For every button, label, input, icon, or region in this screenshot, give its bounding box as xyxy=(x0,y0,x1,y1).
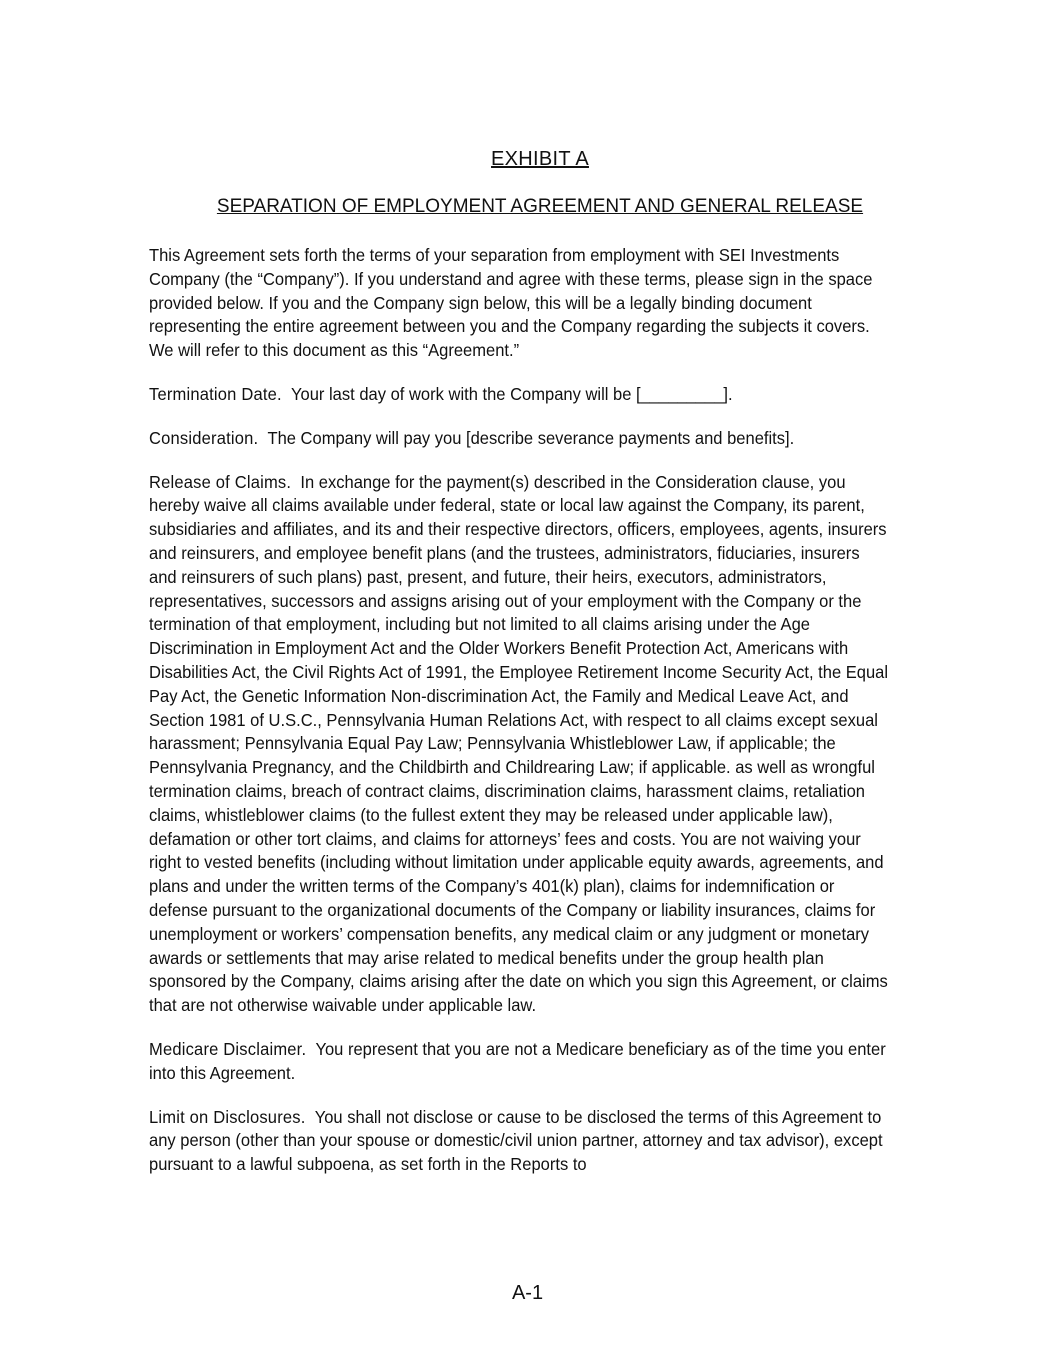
exhibit-title: EXHIBIT A xyxy=(491,148,589,170)
section-heading: Limit on Disclosures. xyxy=(149,1106,306,1127)
agreement-title: SEPARATION OF EMPLOYMENT AGREEMENT AND GENERAL RELEASE xyxy=(216,196,864,217)
document-body xyxy=(149,244,892,1197)
section-heading: Release of Claims. xyxy=(149,471,292,492)
section-text: The Company will pay you [describe severance payments and benefits]. xyxy=(267,427,795,448)
section-text: You shall not disclose or cause to be disclosed the terms of this Agreement to any person (other than your spouse or domestic/civil union partner, attorney and tax advisor), except pursuant to a lawful subpoena, as set forth in the Reports to xyxy=(149,1106,883,1175)
section-text: Your last day of work with the Company will be [_________]. xyxy=(290,383,733,404)
section-heading: Consideration. xyxy=(149,427,259,448)
limit-on-disclosures-section xyxy=(149,1106,892,1177)
termination-date-section xyxy=(149,383,892,407)
section-text: In exchange for the payment(s) described in the Consideration clause, you hereby waive all claims available under federal, state or local law against the Company, its parent, subsidiaries and affiliates, and its and their respective directors, officers, employees, agents, insurers and reinsurers, and employee benefit plans (and the trustees, administrators, fiduciaries, insurers and reinsurers of such plans) past, present, and future, their heirs, executors, administrators, representatives, successors and assigns arising out of your employment with the Company or the termination of that employment, including but not limited to all claims arising under the Age Discrimination in Employment Act and the Older Workers Benefit Protection Act, Americans with Disabilities Act, the Civil Rights Act of 1991, the Employee Retirement Income Security Act, the Equal Pay Act, the Genetic Information Non-discrimination Act, the Family and Medical Leave Act, and Section 1981 of U.S.C., Pennsylvania Human Relations Act, with respect to all claims except sexual harassment; Pennsylvania Equal Pay Law; Pennsylvania Whistleblower Law, if applicable; the Pennsylvania Pregnancy, and the Childbirth and Childrearing Law; if applicable. as well as wrongful termination claims, breach of contract claims, discrimination claims, harassment claims, retaliation claims, whistleblower claims (to the fullest extent they may be released under applicable law), defamation or other tort claims, and claims for attorneys’ fees and costs. You are not waiving your right to vested benefits (including without limitation under applicable equity awards, agreements, and plans and under the written terms of the Company’s 401(k) plan), claims for indemnification or defense pursuant to the organizational documents of the Company or liability insurances, claims for unemployment or workers’ compensation benefits, any medical claim or any judgment or monetary awards or settlements that may arise related to medical benefits under the group health plan sponsored by the Company, claims arising after the date on which you sign this Agreement, or claims that are not otherwise waivable under applicable law. xyxy=(149,471,889,1016)
intro-paragraph: This Agreement sets forth the terms of your separation from employment with SEI Investments Company (the “Company”). If you understand and agree with these terms, please sign in the space provided below. If you and the Company sign below, this will be a legally binding document representing the entire agreement between you and the Company regarding the subjects it covers. We will refer to this document as this “Agreement.” xyxy=(149,245,873,361)
medicare-disclaimer-section xyxy=(149,1038,892,1086)
release-of-claims-section xyxy=(149,471,892,1018)
section-heading: Medicare Disclaimer. xyxy=(149,1038,307,1059)
consideration-section xyxy=(149,427,892,451)
section-heading: Termination Date. xyxy=(149,383,282,404)
page-number: A-1 xyxy=(511,1282,544,1304)
section-text: You represent that you are not a Medicare beneficiary as of the time you enter into this Agreement. xyxy=(149,1038,886,1083)
